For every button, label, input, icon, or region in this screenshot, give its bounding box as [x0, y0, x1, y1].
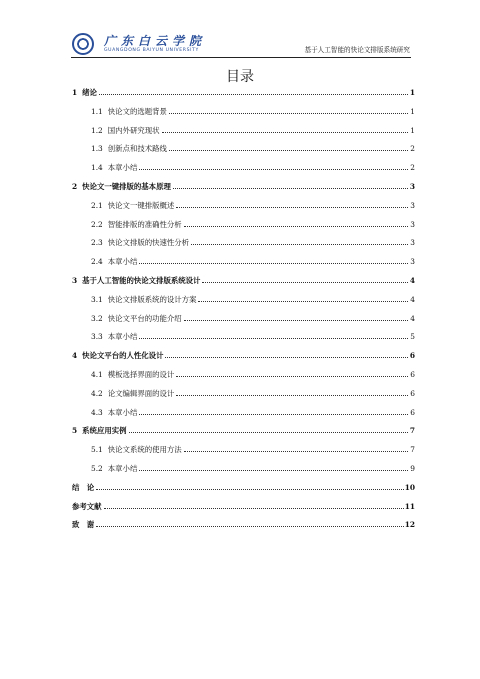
toc-entry-page-number: 6 [410, 407, 415, 417]
toc-entry-number: 3.1 [91, 294, 103, 304]
toc-dot-leader [169, 150, 408, 151]
toc-dot-leader [96, 489, 404, 490]
toc-dot-leader [184, 320, 408, 321]
toc-section-entry[interactable] [72, 254, 415, 266]
toc-entry-page-number: 3 [409, 182, 415, 191]
toc-chapter-entry[interactable] [72, 423, 415, 435]
toc-chapter-entry[interactable] [72, 480, 415, 492]
toc-dot-leader [202, 282, 408, 283]
toc-dot-leader [191, 244, 408, 245]
toc-entry-page-number: 2 [410, 163, 415, 173]
toc-entry-number: 1.2 [91, 125, 103, 135]
toc-entry-number: 1.1 [91, 106, 103, 116]
toc-entry-page-number: 3 [410, 257, 415, 267]
header-divider [71, 57, 411, 58]
toc-dot-leader [104, 508, 404, 509]
toc-entry-title: 快论文系统的使用方法 [107, 445, 182, 455]
page-header [0, 0, 480, 60]
toc-section-entry[interactable] [72, 160, 415, 172]
toc-entry-title: 快论文排版的快速性分析 [107, 238, 190, 248]
toc-entry-page-number: 4 [410, 294, 415, 304]
toc-entry-title: 快论文平台的人性化设计 [82, 351, 164, 361]
toc-entry-page-number: 6 [409, 351, 415, 361]
toc-entry-number: 4.1 [91, 370, 103, 379]
toc-title: 目录 [226, 69, 254, 85]
toc-entry-number: 3.2 [91, 313, 103, 323]
toc-entry-number: 5.2 [91, 464, 103, 473]
toc-entry-number: 4.3 [91, 407, 103, 417]
toc-section-entry[interactable] [72, 367, 415, 379]
toc-entry-page-number: 6 [410, 370, 415, 379]
toc-entry-page-number: 3 [410, 219, 415, 229]
toc-chapter-entry[interactable] [72, 85, 415, 97]
toc-dot-leader [173, 188, 408, 189]
toc-chapter-entry[interactable] [72, 517, 415, 529]
toc-dot-leader [162, 132, 408, 133]
toc-section-entry[interactable] [72, 104, 415, 116]
toc-section-entry[interactable] [72, 292, 415, 304]
toc-dot-leader [198, 301, 408, 302]
toc-dot-leader [139, 169, 408, 170]
toc-entry-title: 快论文一键排版的基本原理 [82, 182, 171, 191]
university-logo-chinese: 广东白云学院 [104, 34, 207, 48]
toc-chapter-entry[interactable] [72, 179, 415, 191]
toc-entry-number: 2.3 [91, 238, 103, 248]
toc-entry-page-number: 4 [409, 276, 415, 285]
toc-section-entry[interactable] [72, 141, 415, 153]
toc-entry-title: 基于人工智能的快论文排版系统设计 [82, 276, 201, 285]
university-seal-icon [72, 33, 94, 55]
toc-entry-number: 1.3 [91, 144, 103, 154]
toc-entry-title: 本章小结 [107, 257, 138, 267]
toc-chapter-entry[interactable] [72, 348, 415, 360]
toc-section-entry[interactable] [72, 405, 415, 417]
toc-dot-leader [176, 207, 408, 208]
toc-entry-number: 2 [72, 182, 78, 191]
toc-dot-leader [176, 395, 408, 396]
toc-entry-title: 本章小结 [107, 163, 138, 173]
toc-dot-leader [139, 414, 408, 415]
toc-entry-page-number: 1 [409, 88, 415, 97]
toc-entry-title: 模板选择界面的设计 [107, 370, 175, 379]
toc-entry-title: 参考文献 [72, 501, 102, 511]
running-title: 基于人工智能的快论文排版系统研究 [304, 46, 410, 54]
toc-section-entry[interactable] [72, 123, 415, 135]
toc-entry-page-number: 7 [409, 426, 415, 436]
toc-entry-number: 5 [72, 426, 78, 436]
toc-dot-leader [139, 338, 408, 339]
toc-entry-title: 论文编辑界面的设计 [107, 388, 175, 398]
toc-entry-number: 3 [72, 276, 78, 285]
toc-entry-page-number: 7 [410, 445, 415, 455]
toc-entry-title: 致 谢 [72, 520, 95, 530]
toc-dot-leader [184, 451, 408, 452]
toc-entry-page-number: 11 [404, 501, 415, 511]
toc-entry-number: 2.4 [91, 257, 103, 267]
toc-chapter-entry[interactable] [72, 499, 415, 511]
toc-entry-title: 快论文的选题背景 [107, 106, 167, 116]
toc-entry-page-number: 3 [410, 200, 415, 210]
toc-entry-page-number: 5 [410, 332, 415, 342]
toc-section-entry[interactable] [72, 235, 415, 247]
toc-dot-leader [169, 113, 408, 114]
toc-section-entry[interactable] [72, 329, 415, 341]
toc-entry-title: 系统应用实例 [82, 426, 127, 436]
toc-entry-title: 本章小结 [107, 332, 138, 342]
toc-entry-page-number: 9 [410, 464, 415, 473]
toc-entry-page-number: 6 [410, 388, 415, 398]
toc-dot-leader [184, 226, 408, 227]
toc-entry-number: 4 [72, 351, 78, 361]
toc-entry-number: 2.1 [91, 200, 103, 210]
toc-section-entry[interactable] [72, 461, 415, 473]
toc-dot-leader [139, 263, 408, 264]
toc-entry-title: 智能排版的准确性分析 [107, 219, 182, 229]
toc-entry-title: 快论文平台的功能介绍 [107, 313, 182, 323]
toc-entry-number: 2.2 [91, 219, 103, 229]
toc-dot-leader [129, 432, 408, 433]
toc-dot-leader [99, 94, 408, 95]
toc-entry-title: 创新点和技术路线 [107, 144, 167, 154]
toc-entry-page-number: 3 [410, 238, 415, 248]
toc-entry-title: 快论文一键排版概述 [107, 200, 175, 210]
toc-entry-page-number: 10 [404, 482, 415, 492]
toc-entry-title: 快论文排版系统的设计方案 [107, 294, 197, 304]
toc-entry-number: 3.3 [91, 332, 103, 342]
toc-section-entry[interactable] [72, 386, 415, 398]
toc-section-entry[interactable] [72, 311, 415, 323]
toc-entry-page-number: 12 [404, 520, 415, 530]
toc-entry-title: 本章小结 [107, 407, 138, 417]
toc-entry-number: 4.2 [91, 388, 103, 398]
toc-entry-title: 本章小结 [107, 464, 138, 473]
toc-entry-title: 国内外研究现状 [107, 125, 160, 135]
university-logo-english: GUANGDONG BAIYUN UNIVERSITY [104, 48, 199, 53]
toc-dot-leader [96, 526, 404, 527]
toc-dot-leader [139, 470, 408, 471]
toc-dot-leader [176, 376, 408, 377]
toc-dot-leader [165, 357, 408, 358]
toc-entry-page-number: 2 [410, 144, 415, 154]
toc-entry-page-number: 4 [410, 313, 415, 323]
toc-entry-title: 绪论 [82, 88, 97, 97]
toc-entry-number: 5.1 [91, 445, 103, 455]
toc-entry-number: 1 [72, 88, 78, 97]
toc-section-entry[interactable] [72, 217, 415, 229]
toc-entry-page-number: 1 [410, 106, 415, 116]
toc-entry-page-number: 1 [410, 125, 415, 135]
toc-section-entry[interactable] [72, 198, 415, 210]
toc-section-entry[interactable] [72, 442, 415, 454]
toc-entry-number: 1.4 [91, 163, 103, 173]
toc-entry-title: 结 论 [72, 482, 95, 492]
toc-chapter-entry[interactable] [72, 273, 415, 285]
